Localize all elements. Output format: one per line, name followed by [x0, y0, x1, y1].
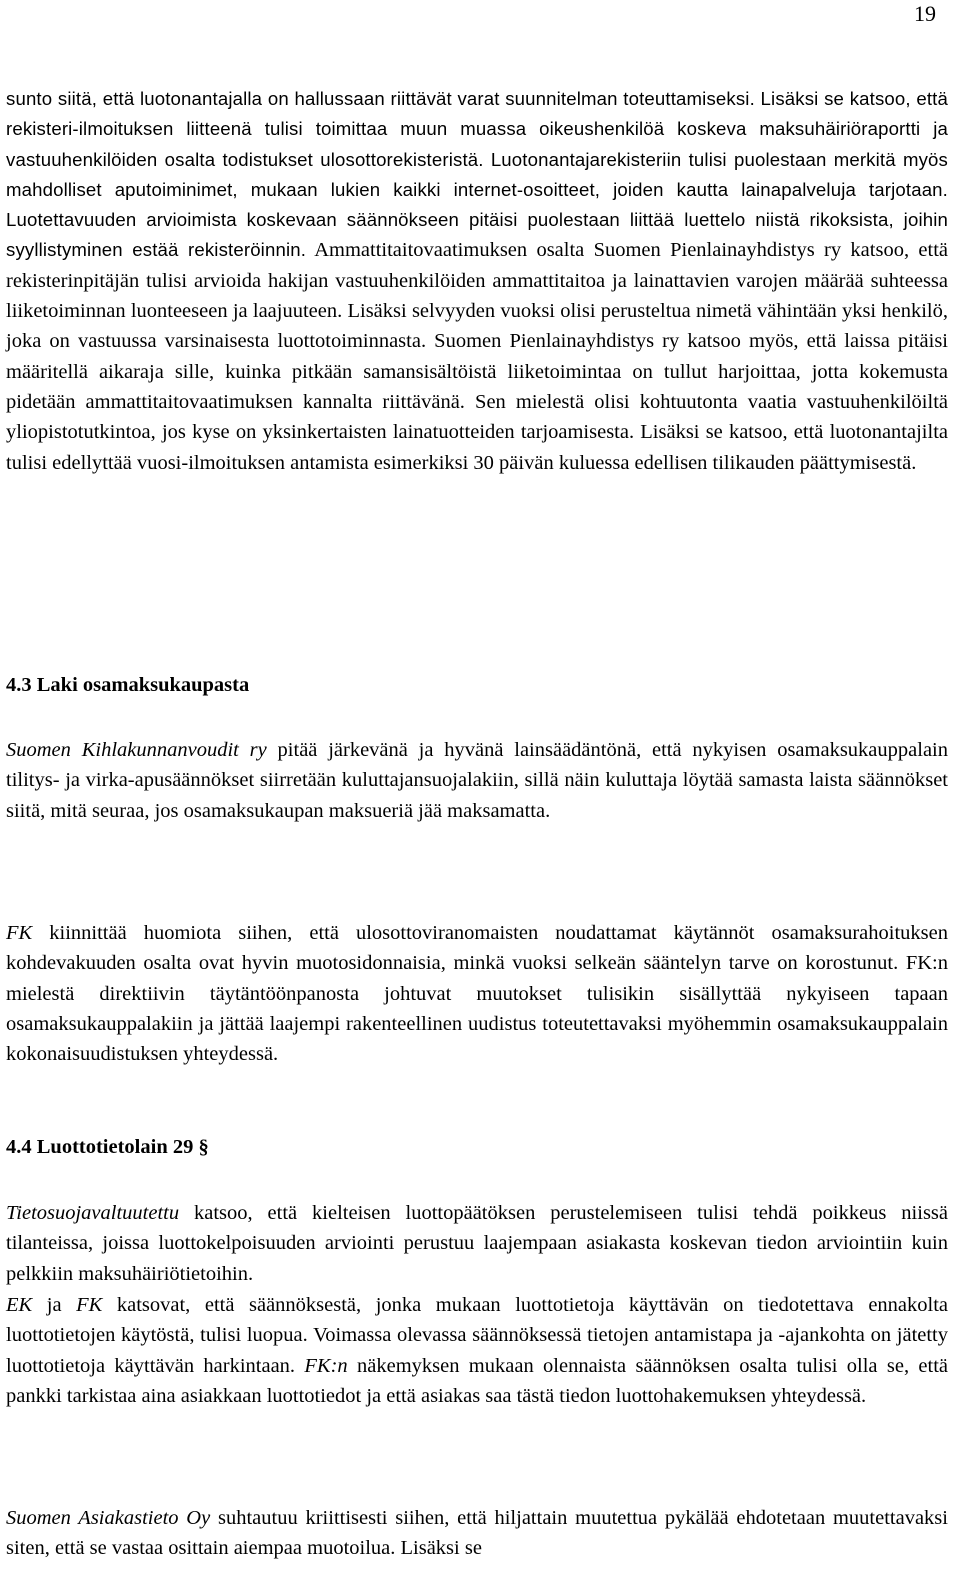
paragraph-registration-sans-text: sunto siitä, että luotonantajalla on hallussaan riittävät varat suunnitelman toteuttamiseksi. Lisäksi se katsoo, että rekisteri-ilmoituksen liitteenä tulisi toimittaa muun muassa oikeushenkilöä koskeva maksuhäiriöraportti ja vastuuhenkilöiden osalta todistukset ulosottorekisteristä. Luotonantajarekisteriin tulisi puolestaan merkitä myös mahdolliset aputoiminimet, mukaan lukien kaikki internet-osoitteet, joiden kautta lainapalveluja tarjotaan. Luotettavuuden arvioimista koskevaan säännökseen pitäisi puolestaan liittää luettelo niistä rikoksista, joihin syyllistyminen estää rekisteröinnin. — [6, 88, 948, 261]
actor-name-fk: FK — [76, 1294, 103, 1316]
paragraph-text: pitää järkevänä ja hyvänä lainsäädäntönä, että nykyisen osamaksukauppalain tilitys- ja virka-apusäännökset siirretään kuluttajansuojalakiin, sillä näin kuluttaja löytää samasta laista säännökset siitä, mitä seuraa, jos osamaksukaupan maksueriä jää maksamatta. — [6, 739, 948, 822]
section-heading-4-4: 4.4 Luottotietolain 29 § — [6, 1136, 209, 1158]
page-number: 19 — [914, 1, 936, 26]
section-heading-4-3: 4.3 Laki osamaksukaupasta — [6, 674, 250, 696]
paragraph-text: suhtautuu kriittisesti siihen, että hiljattain muutettua pykälää ehdotetaan muutettavaksi siten, että se vastaa osittain aiempaa muotoilua. Lisäksi se — [6, 1507, 948, 1560]
actor-name: Suomen Kihlakunnanvoudit ry — [6, 739, 267, 761]
actor-name-fkn: FK:n — [304, 1354, 348, 1377]
conjunction-text: ja — [32, 1294, 77, 1316]
paragraph-tietosuojavaltuutettu — [6, 1198, 948, 1289]
paragraph-ek-fk — [6, 1290, 948, 1411]
actor-name: Suomen Asiakastieto Oy — [6, 1507, 211, 1529]
paragraph-asiakastieto — [6, 1503, 948, 1564]
actor-name: Tietosuojavaltuutettu — [6, 1202, 180, 1224]
paragraph-text: katsoo, että kielteisen luottopäätöksen perustelemiseen tulisi tehdä poikkeus niissä tilanteissa, joissa luottokelpoisuuden arviointi perustuu laajempaan asiakasta koskevan tiedon arviointiin kuin pelkkiin maksuhäiriötietoihin. — [6, 1202, 948, 1285]
paragraph-text-continued: näkemyksen mukaan olennaista säännöksen osalta tulisi olla se, että pankki tarkistaa aina asiakkaan luottotiedot ja että asiakas saa tästä tiedon luottohakemuksen yhteydessä. — [6, 1354, 948, 1407]
paragraph-registration — [6, 84, 948, 478]
paragraph-registration-serif-text: Ammattitaitovaatimuksen osalta Suomen Pienlainayhdistys ry katsoo, että rekisterinpitäjän tulisi arvioida hakijan vastuuhenkilöiden ammattitaitoa ja lainattavien varojen määrää suhteessa liiketoiminnan luonteeseen ja laajuuteen. Lisäksi selvyyden vuoksi olisi perusteltua nimetä vähintään yksi henkilö, joka on vastuussa varsinaisesta luottotoiminnasta. Suomen Pienlainayhdistys ry katsoo myös, että laissa pitäisi määritellä aikaraja sille, kuinka pitkään samansisältöistä liiketoimintaa on tullut harjoittaa, jotta kokemusta pidetään ammattitaitovaatimuksen kannalta riittävänä. Sen mielestä olisi kohtuutonta vaatia vastuuhenkilöiltä yliopistotutkintoa, jos kyse on yksinkertaisten lainatuotteiden tarjoamisesta. Lisäksi se katsoo, että luotonantajilta tulisi edellyttää vuosi-ilmoituksen antamista esimerkiksi 30 päivän kuluessa edellisen tilikauden päättymisestä. — [6, 239, 948, 474]
paragraph-text: kiinnittää huomiota siihen, että ulosottoviranomaisten noudattamat käytännöt osamaksurahoituksen kohdevakuuden osalta ovat hyvin muotosidonnaisia, minkä vuoksi selkeän sääntelyn tarve on korostunut. FK:n mielestä direktiivin täytäntöönpanosta johtuvat muutokset tulisikin sisällyttää nykyiseen tapaan osamaksukauppalakiin ja jättää laajempi rakenteellinen uudistus toteutettavaksi myöhemmin osamaksukauppalain kokonaisuudistuksen yhteydessä. — [6, 922, 948, 1066]
paragraph-text: katsovat, että säännöksestä, jonka mukaan luottotietoja käyttävän on tiedotettava ennakolta luottotietojen käytöstä, tulisi luopua. Voimassa olevassa säännöksessä tietojen antamistapa ja -ajankohta on jätetty luottotietoja käyttävän harkintaan. — [6, 1294, 949, 1377]
paragraph-fk — [6, 918, 948, 1069]
paragraph-kihlakunnanvoudit — [6, 735, 948, 826]
actor-name-ek: EK — [6, 1294, 33, 1316]
actor-name: FK — [6, 922, 33, 944]
